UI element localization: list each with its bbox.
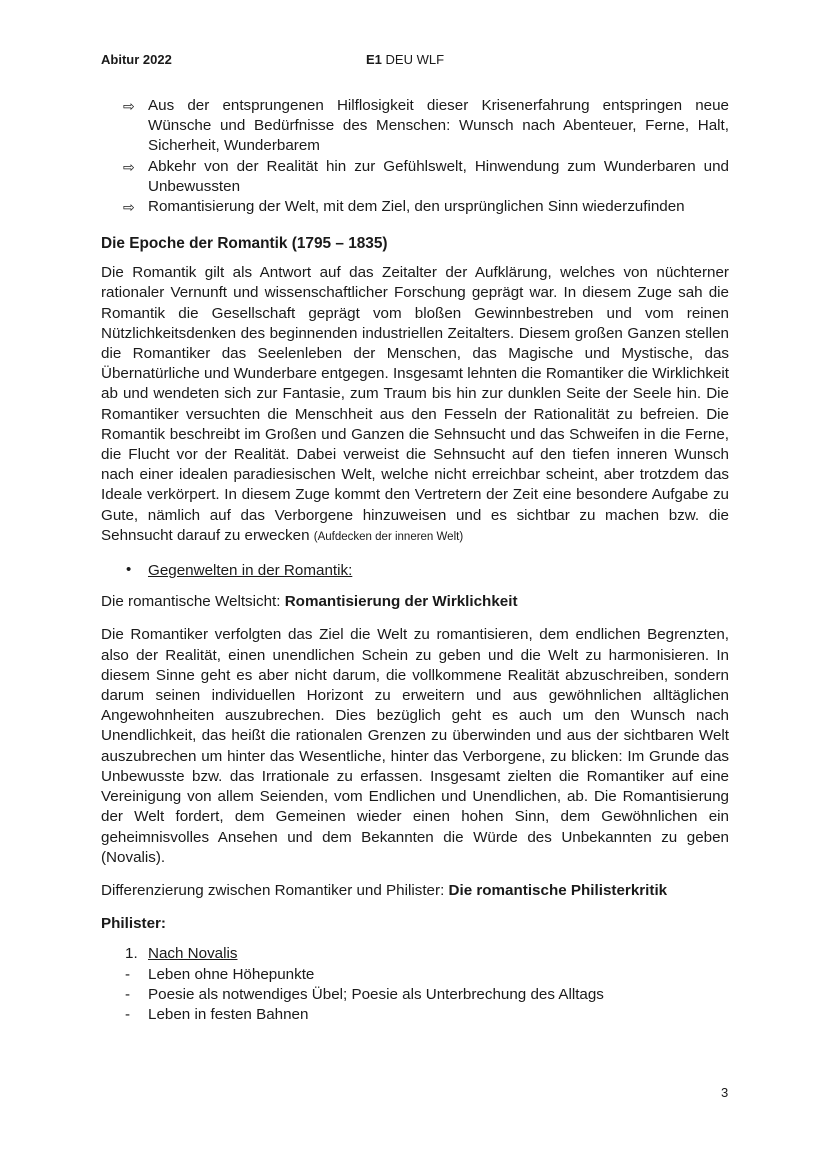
weltsicht-paragraph: Die Romantiker verfolgten das Ziel die Welt zu romantisieren, dem endlichen Begrenzten, also der Realität, einen unendlichen Schein zu geben und die Welt zu harmonisieren. In diesem Sinne geht es aber nicht darum, die vollkommene Realität abzuschreiben, sondern darum seinen individuellen Horizont zu erweitern und aus gewöhnlichen alltäglichen Angewohnheiten auszubrechen. Dies bezüglich geht es auch um den Wunsch nach Unendlichkeit, das heißt die rationalen Grenzen zu überwinden und aus der sichtbaren Welt auszubrechen um hinter das Wesentliche, hinter das Verborgene, zu blicken: Im Grunde das Unbewusste bzw. das Irrationale zu erfassen. Insgesamt zielten die Romantiker auf eine Vereinigung von allem Seienden, vom Endlichen und Unendlichen, ab. Die Romantisierung der Welt fordert, dem Gemeinen wieder einen hohen Sinn, dem Gewöhnlichen ein geheimnisvolles Ansehen und dem Bekannten die Würde des Unbekannten zu geben (Novalis). [101,626,729,866]
philister-heading: Philister: [101,915,166,933]
numbered-item-label: Nach Novalis [148,945,238,963]
dash-marker: - [125,985,131,1003]
intro-paragraph [101,263,729,547]
weltsicht-bold: Romantisierung der Wirklichkeit [284,593,518,611]
numbered-item-number: 1. [125,945,138,963]
numbered-item [101,944,729,964]
differenzierung-prefix: Differenzierung zwischen Romantiker und Philister: [101,881,449,899]
arrow-right-icon: ⇨ [123,199,135,216]
bullet-dot-icon: • [126,561,132,579]
differenzierung-bold: Die romantische Philisterkritik [448,881,668,899]
page-number: 3 [721,1085,729,1100]
arrow-list-item-text: Romantisierung der Welt, mit dem Ziel, den ursprünglichen Sinn wiederzufinden [148,198,685,216]
arrow-list [101,96,729,217]
dash-marker: - [125,965,131,983]
philister-list [101,944,729,1025]
dash-item [101,965,729,985]
dash-item-text: Leben ohne Höhepunkte [148,965,315,983]
weltsicht-line [101,592,729,612]
dash-item-text: Poesie als notwendiges Übel; Poesie als Unterbrechung des Alltags [148,985,604,1003]
dash-item [101,985,729,1005]
arrow-list-item [101,197,729,217]
arrow-list-item [101,96,729,157]
arrow-list-item-text: Abkehr von der Realität hin zur Gefühlswelt, Hinwendung zum Wunderbaren und Unbewussten [148,157,729,195]
dash-item [101,1005,729,1025]
dash-item-text: Leben in festen Bahnen [148,1005,309,1023]
bullet-item [101,561,729,581]
intro-paragraph-text: Die Romantik gilt als Antwort auf das Zeitalter der Aufklärung, welches von nüchterner rationaler Vernunft und wissenschaftlicher Forschung geprägt war. In diesem Zuge sah die Romantik die Gesellschaft geprägt vom bloßen Gewinnbestreben und vom reinen Nützlichkeitsdenken des beginnenden industriellen Zeitalters. Diesem großen Ganzen stellen die Romantiker das Seelenleben der Menschen, das Magische und Mystische, das Übernatürliche und Wunderbare entgegen. Insgesamt lehnten die Romantiker die Wirklichkeit ab und wendeten sich zur Fantasie, zum Traum bis hin zur dunklen Seite der Seele hin. Die Romantiker versuchten die Menschheit aus den Fesseln der Rationalität zu befreien. Die Romantik beschreibt im Großen und Ganzen die Sehnsucht und das Schweifen in die Ferne, die Flucht vor der Realität. Dabei verweist die Sehnsucht auf den tiefen inneren Wunsch nach einer idealen paradiesischen Welt, welche nicht erreichbar scheint, aber trotzdem das Ideale verkörpert. In diesem Zuge kommt den Vertretern der Zeit eine besondere Aufgabe zu Gute, nämlich auf das Verborgene hinzuweisen und es sichtbar zu machen bzw. die Sehnsucht darauf zu erwecken [101,264,729,544]
header-course-code [366,52,444,67]
header-course-code-rest: DEU WLF [381,52,445,67]
differenzierung-line [101,881,729,901]
main-content [101,96,729,1025]
arrow-right-icon: ⇨ [123,98,135,114]
bullet-label: Gegenwelten in der Romantik: [148,562,353,580]
header-course-code-bold: E1 [366,52,382,67]
header-exam-year: Abitur 2022 [101,52,172,67]
section-heading: Die Epoche der Romantik (1795 – 1835) [101,235,388,253]
arrow-right-icon: ⇨ [123,158,135,175]
intro-note: (Aufdecken der inneren Welt) [313,530,464,543]
arrow-list-item-text: Aus der entsprungenen Hilflosigkeit dieser Krisenerfahrung entspringen neue Wünsche und Bedürfnisse des Menschen: Wunsch nach Abenteuer, Ferne, Halt, Sicherheit, Wunderbarem [148,97,729,155]
dash-marker: - [125,1005,131,1023]
arrow-list-item [101,157,729,197]
weltsicht-prefix: Die romantische Weltsicht: [101,593,285,611]
